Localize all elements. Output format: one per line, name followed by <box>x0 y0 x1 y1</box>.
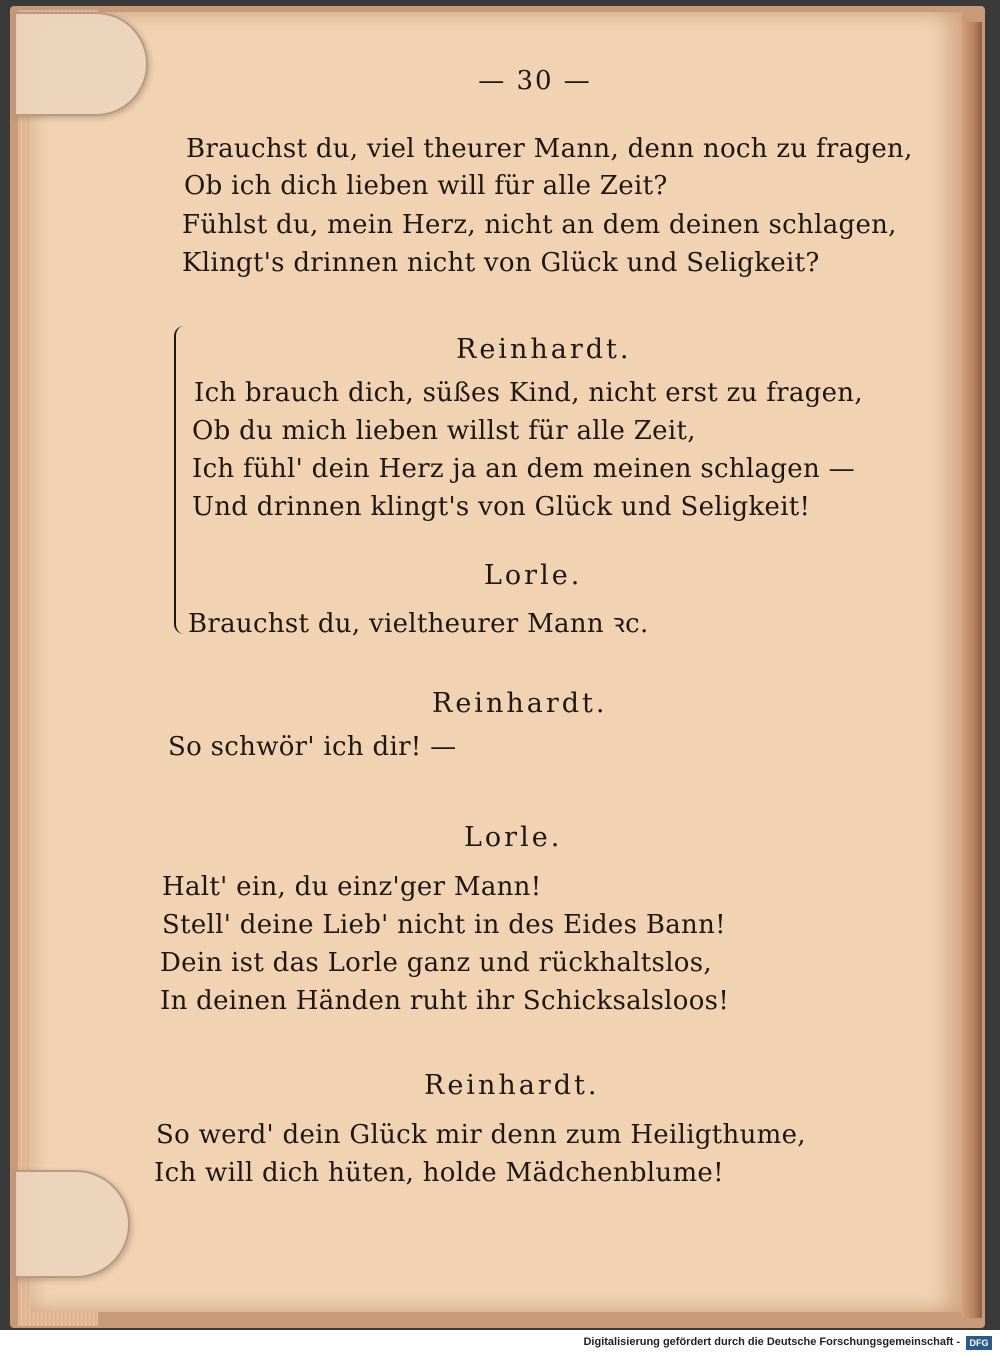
bracket-line <box>174 326 184 634</box>
digitization-credit: Digitalisierung gefördert durch die Deutsche Forschungsgemeinschaft - <box>583 1336 960 1348</box>
verse-line: So werd' dein Glück mir denn zum Heiligthume, <box>156 1120 806 1150</box>
verse-line: Halt' ein, du einz'ger Mann! <box>162 872 542 902</box>
verse-line: Stell' deine Lieb' nicht in des Eides Bann! <box>162 910 726 940</box>
verse-line: Brauchst du, vieltheurer Mann ꝛc. <box>188 609 649 639</box>
speaker-name: Reinhardt. <box>432 688 608 719</box>
verse-line: Fühlst du, mein Herz, nicht an dem deinen schlagen, <box>182 210 897 240</box>
speaker-name: Reinhardt. <box>456 334 632 365</box>
page-number: — 30 — <box>478 66 592 96</box>
verse-line: Ich brauch dich, süßes Kind, nicht erst zu fragen, <box>194 378 863 408</box>
book-spine-edge <box>962 22 982 1318</box>
verse-line: Ob du mich lieben willst für alle Zeit, <box>192 416 696 446</box>
verse-line: In deinen Händen ruht ihr Schicksalsloos! <box>160 986 730 1016</box>
verse-line: Und drinnen klingt's von Glück und Seligkeit! <box>192 492 811 522</box>
dfg-logo-icon: DFG <box>966 1336 992 1350</box>
speaker-name: Lorle. <box>464 822 563 853</box>
verse-line: Ob ich dich lieben will für alle Zeit? <box>184 171 668 201</box>
page-paper <box>30 12 962 1312</box>
verse-line: Dein ist das Lorle ganz und rückhaltslos, <box>160 948 712 978</box>
book-clamp-bottom <box>14 1170 130 1278</box>
verse-line: Ich fühl' dein Herz ja an dem meinen schlagen — <box>192 454 855 484</box>
book-clamp-top <box>14 12 148 116</box>
verse-line: Brauchst du, viel theurer Mann, denn noch zu fragen, <box>186 134 913 164</box>
speaker-name: Reinhardt. <box>424 1070 600 1101</box>
verse-line: Ich will dich hüten, holde Mädchenblume! <box>154 1158 724 1188</box>
speaker-name: Lorle. <box>484 560 583 591</box>
verse-line: Klingt's drinnen nicht von Glück und Seligkeit? <box>182 248 820 278</box>
verse-line: So schwör' ich dir! — <box>168 732 457 762</box>
